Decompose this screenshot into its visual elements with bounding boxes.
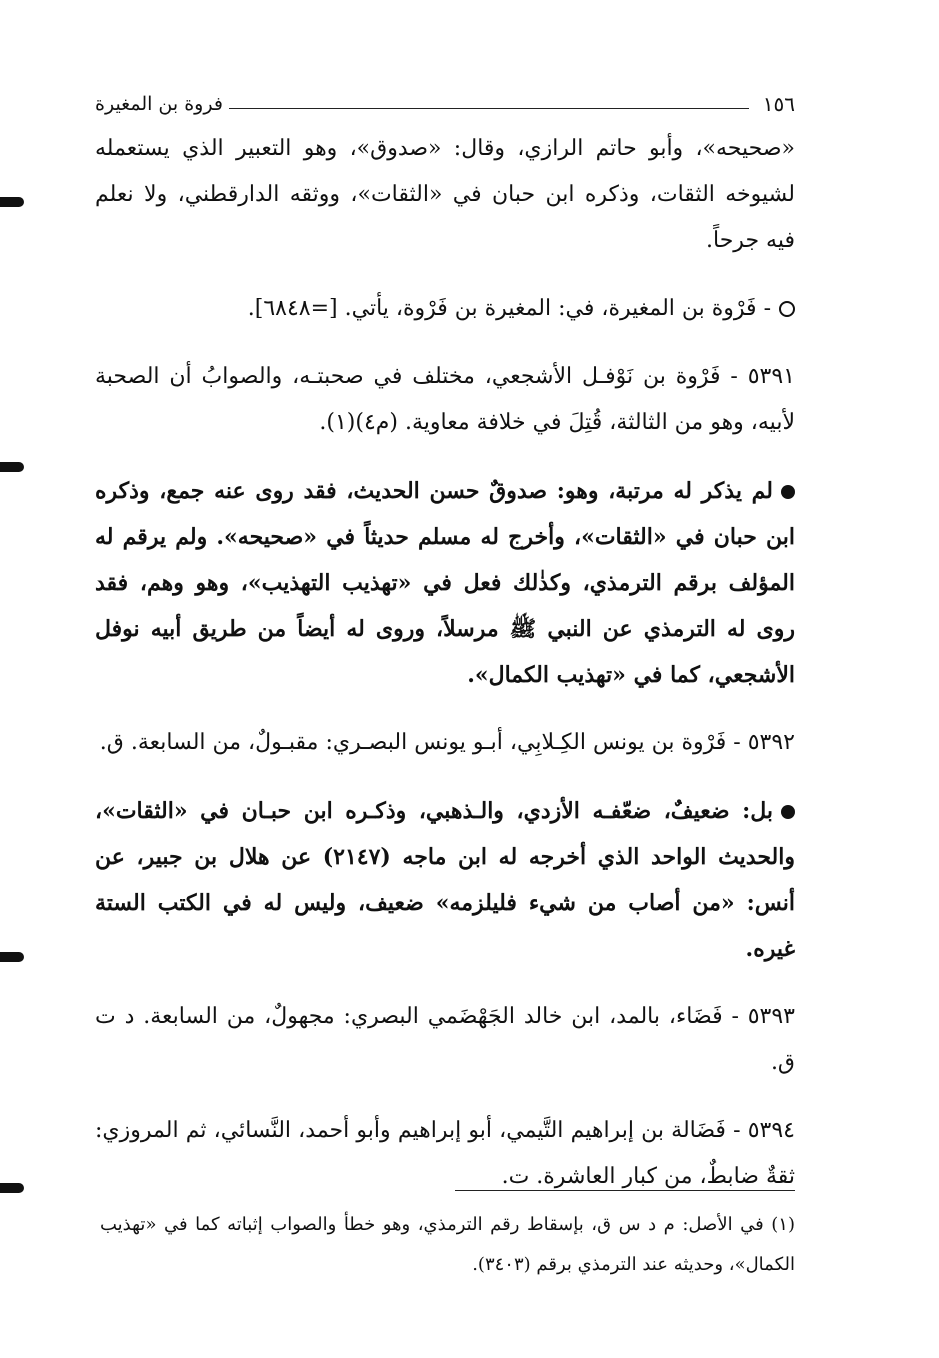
- commentary-5392: بل: ضعيفٌ، ضعّفـه الأزدي، والـذهبي، وذكـره ابن حبـان في «الثقات»، والحديث الواحد الذي أخرجه له ابن ماجه (٢١٤٧) عن هلال بن جبير، عن أنس: «من أصاب من شيء فليلزمه» ضعيف، وليس له في الكتب الستة غيره.: [95, 798, 795, 962]
- footnote: (١) في الأصل: م د س ق، بإسقاط رقم الترمذي، وهو خطأ والصواب إثباته كما في «تهذيب الكمال»، وحديثه عند الترمذي برقم (٣٤٠٣).: [100, 1214, 795, 1275]
- running-header: [95, 92, 795, 116]
- scan-margin-mark: [0, 952, 24, 962]
- entry-5394: ٥٣٩٤ - فَضَالة بن إبراهيم التَّيمي، أبو إبراهيم وأبو أحمد، النَّسائي، ثم المروزي: ثقةٌ ضابطٌ، من كبار العاشرة. ت.: [95, 1118, 795, 1189]
- hollow-circle-icon: [779, 301, 795, 317]
- entry-5392: ٥٣٩٢ - فَرْوة بن يونس الكِـلابِي، أبـو يونس البصـري: مقبـولٌ، من السابعة. ق.: [99, 730, 795, 755]
- scan-margin-mark: [0, 1183, 24, 1193]
- scan-margin-mark: [0, 462, 24, 472]
- running-title: فروة بن المغيرة: [95, 93, 223, 115]
- header-rule: [229, 108, 749, 109]
- footnote-rule: [455, 1190, 795, 1191]
- commentary-5391: لم يذكر له مرتبة، وهو: صدوقٌ حسن الحديث، فقد روى عنه جمع، وذكره ابن حبان في «الثقات»، وأخرج له مسلم حديثاً في «صحيحه». ولم يرقم له المؤلف برقم الترمذي، وكذٰلك فعل في «تهذيب التهذيب»، وهو وهم، فقد روى له الترمذي عن النبي ﷺ مرسلاً، وروى له أيضاً من طريق أبيه نوفل الأشجعي، كما في «تهذيب الكمال».: [95, 478, 795, 688]
- entry-5393: ٥٣٩٣ - فَضَاء، بالمد، ابن خالد الجَهْضَمي البصري: مجهولٌ، من السابعة. د ت ق.: [95, 1004, 795, 1075]
- paragraph-continuation: «صحيحه»، وأبو حاتم الرازي، وقال: «صدوق»، وهو التعبير الذي يستعمله لشيوخه الثقات، وذكره ابن حبان في «الثقات»، ووثقه الدارقطني، ولا نعلم فيه جرحاً.: [95, 136, 795, 253]
- entry-cross-reference: - فَرْوة بن المغيرة، في: المغيرة بن فَرْوة، يأتي. [=٦٨٤٨].: [95, 286, 795, 332]
- page-body: [95, 92, 795, 1222]
- bullet-icon: [781, 485, 795, 499]
- scan-margin-mark: [0, 197, 24, 207]
- bullet-icon: [781, 805, 795, 819]
- entry-5391: ٥٣٩١ - فَرْوة بن نَوْفـل الأشجعي، مختلف في صحبتـه، والصوابُ أن الصحبة لأبيه، وهو من الثالثة، قُتِلَ في خلافة معاوية. (م٤)(١).: [95, 364, 795, 435]
- page-number: ١٥٦: [762, 92, 795, 116]
